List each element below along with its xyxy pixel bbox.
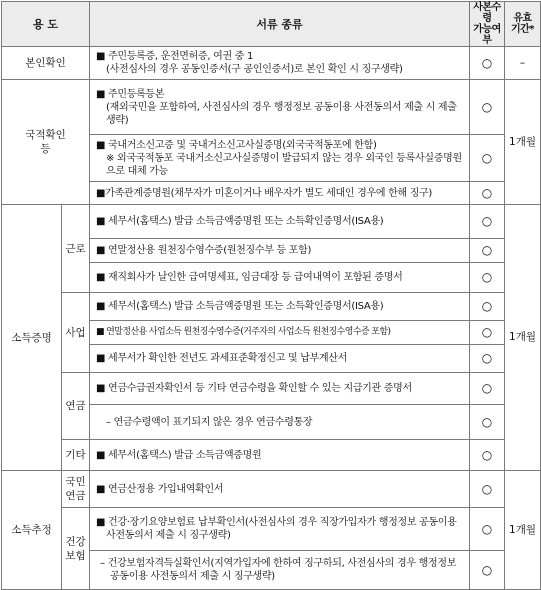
doc-nat-2b: ※ 외국국적동포 국내거소신고사실증명이 발급되지 않는 경우 외국인 등록사실증명원으로 대체 가능 xyxy=(106,152,462,177)
doc-nat-3: ■가족관계증명원(채무자가 미혼이거나 배우자가 별도 세대인 경우에 한해 징구) xyxy=(90,182,470,205)
copy-mark: ○ xyxy=(470,263,505,293)
copy-mark: ○ xyxy=(470,47,505,80)
table-row xyxy=(2,373,541,405)
validity-dash: – xyxy=(505,47,541,80)
table-row xyxy=(2,80,541,135)
copy-mark: ○ xyxy=(470,440,505,471)
category-identity: 본인확인 xyxy=(2,47,90,80)
subcategory-business: 사업 xyxy=(62,293,90,373)
doc-other-1: ■ 세무서(홈택스) 발급 소득금액증명원 xyxy=(90,440,470,471)
category-income-proof: 소득증명 xyxy=(2,205,62,471)
copy-mark: ○ xyxy=(470,471,505,508)
doc-earned-1: ■ 세무서(홈택스) 발급 소득금액증명원 또는 소득확인증명서(ISA용) xyxy=(90,205,470,239)
validity-nationality: 1개월 xyxy=(505,80,541,205)
required-documents-table xyxy=(1,1,541,590)
header-docs: 서류 종류 xyxy=(90,2,470,47)
doc-nat-1b: (재외국민을 포함하여, 사전심사의 경우 행정정보 공동이용 사전동의서 제출 시 제출생략) xyxy=(106,101,457,126)
doc-pension-2: – 연금수령액이 표기되지 않은 경우 연금수령통장 xyxy=(90,405,470,440)
copy-mark: ○ xyxy=(470,182,505,205)
header-use: 용 도 xyxy=(2,2,90,47)
copy-mark: ○ xyxy=(470,205,505,239)
doc-pension-1: ■ 연금수급권자확인서 등 기타 연금수령을 확인할 수 있는 지급기관 증명서 xyxy=(90,373,470,405)
subcategory-other: 기타 xyxy=(62,440,90,471)
doc-earned-2: ■ 연말정산용 원천징수영수증(원천징수부 등 포함) xyxy=(90,239,470,263)
header-validity: 유효 기간* xyxy=(505,2,541,47)
subcategory-pension: 연금 xyxy=(62,373,90,440)
doc-business-1: ■ 세무서(홈택스) 발급 소득금액증명원 또는 소득확인증명서(ISA용) xyxy=(90,293,470,321)
copy-mark: ○ xyxy=(470,239,505,263)
doc-identity xyxy=(90,47,470,80)
doc-hi-1: ■ 건강·장기요양보험료 납부확인서(사전심사의 경우 직장가입자가 행정정보 공동이용 사전동의서 제출 시 징구생략) xyxy=(90,508,470,551)
copy-mark: ○ xyxy=(470,293,505,321)
doc-nat-2 xyxy=(90,135,470,182)
subcategory-national-pension: 국민 연금 xyxy=(62,471,90,508)
doc-nat-2a: ■ 국내거소신고증 및 국내거소신고사실증명(외국국적동포에 한함) xyxy=(96,139,377,151)
copy-mark: ○ xyxy=(470,551,505,590)
table-row xyxy=(2,205,541,239)
copy-mark: ○ xyxy=(470,508,505,551)
copy-mark: ○ xyxy=(470,345,505,373)
doc-nat-1 xyxy=(90,80,470,135)
doc-business-2: ■ 연말정산용 사업소득 원천징수영수증(거주자의 사업소득 원천징수영수증 포함) xyxy=(90,321,470,345)
doc-nat-1a: ■ 주민등록등본 xyxy=(96,88,165,100)
doc-identity-1b: (사전심사의 경우 공동인증서(구 공인인증서)로 본인 확인 시 징구생략) xyxy=(106,64,403,75)
subcategory-health-insurance: 건강 보험 xyxy=(62,508,90,590)
validity-income-estimate: 1개월 xyxy=(505,471,541,590)
doc-hi-2: – 건강보험자격득실확인서(지역가입자에 한하여 징구하되, 사전심사의 경우 행정정보 공동이용 사전동의서 제출 시 징구생략) xyxy=(90,551,470,590)
doc-np-1: ■ 연금산정용 가입내역확인서 xyxy=(90,471,470,508)
subcategory-earned: 근로 xyxy=(62,205,90,293)
validity-income-proof: 1개월 xyxy=(505,205,541,471)
table-row xyxy=(2,508,541,551)
copy-mark: ○ xyxy=(470,373,505,405)
copy-mark: ○ xyxy=(470,135,505,182)
header-row xyxy=(2,2,541,47)
copy-mark: ○ xyxy=(470,321,505,345)
category-income-estimate: 소득추정 xyxy=(2,471,62,590)
copy-mark: ○ xyxy=(470,80,505,135)
header-copy-possible: 사본수령 가능여부 xyxy=(470,2,505,47)
table-row xyxy=(2,440,541,471)
doc-business-3: ■ 세무서가 확인한 전년도 과세표준확정신고 및 납부계산서 xyxy=(90,345,470,373)
table-row xyxy=(2,293,541,321)
category-nationality: 국적확인 등 xyxy=(2,80,90,205)
doc-earned-3: ■ 재직회사가 날인한 급여명세표, 임금대장 등 급여내역이 포함된 증명서 xyxy=(90,263,470,293)
doc-identity-1: ■ 주민등록증, 운전면허증, 여권 중 1 xyxy=(96,51,254,62)
table-row xyxy=(2,47,541,80)
copy-mark: ○ xyxy=(470,405,505,440)
table-row xyxy=(2,471,541,508)
